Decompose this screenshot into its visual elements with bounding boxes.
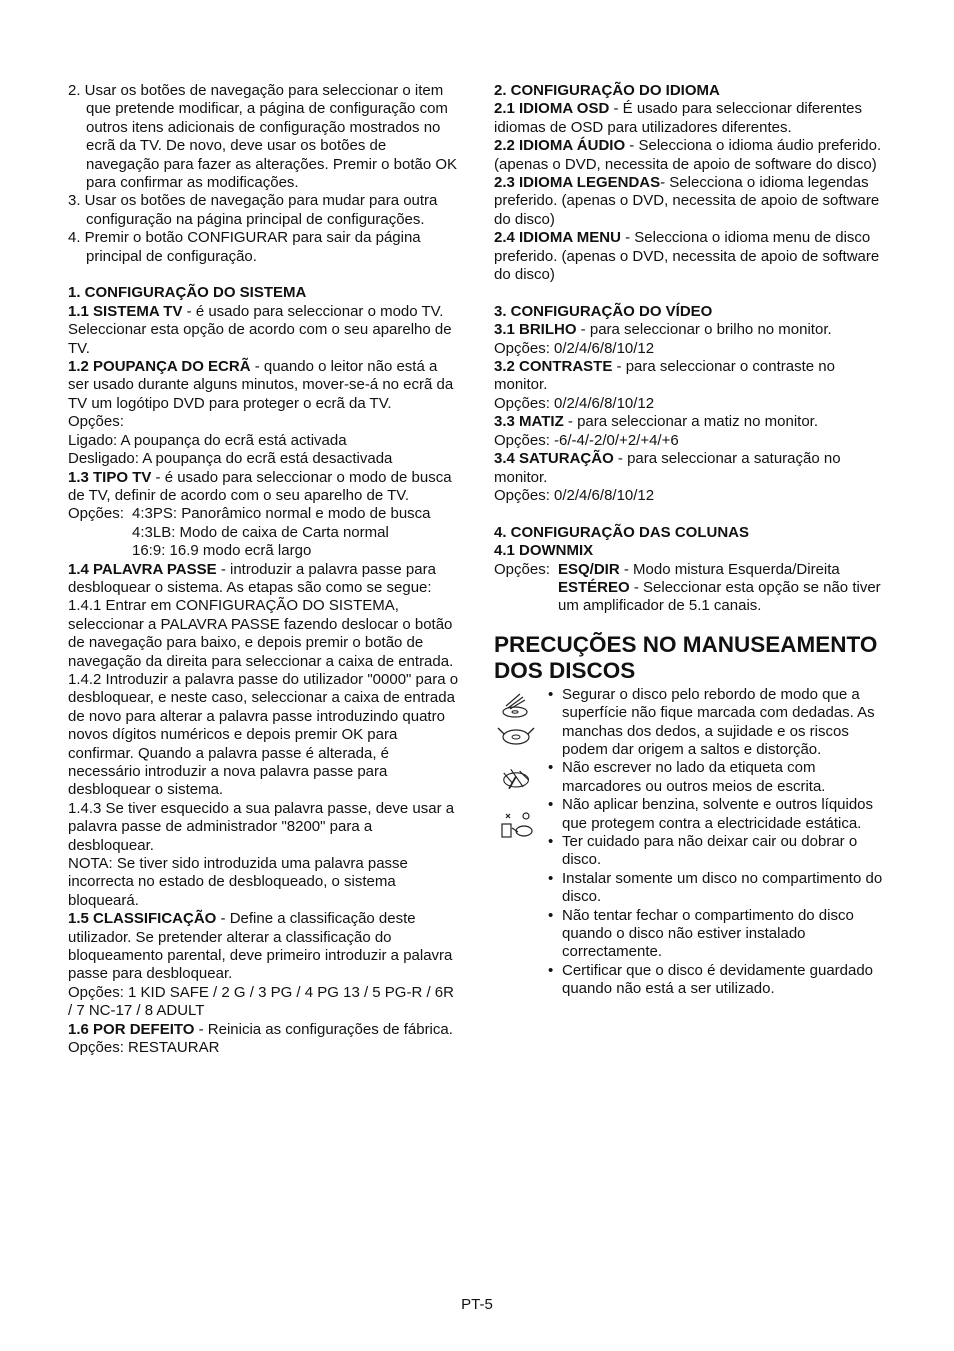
section-language-title: 2. CONFIGURAÇÃO DO IDIOMA — [494, 82, 720, 99]
contrast-options: Opções: 0/2/4/6/8/10/12 — [494, 394, 655, 412]
subtitle-language-para: 2.3 IDIOMA LEGENDAS- Selecciona o idioma legendas preferido. (apenas o DVD, necessita de apoio de software do disco) — [494, 174, 880, 228]
left-column — [68, 82, 460, 1058]
password-para: 1.4 PALAVRA PASSE - introduzir a palavra passe para desbloquear o sistema. As etapas são como se segue: — [68, 560, 436, 596]
password-step-1: 1.4.1 Entrar em CONFIGURAÇÃO DO SISTEMA, seleccionar a PALAVRA PASSE fazendo deslocar o botão de navegação para baixo, e depois premir o botão de navegação da direita para seleccionar a caixa de entrada. — [68, 597, 454, 670]
menu-language-para: 2.4 IDIOMA MENU - Selecciona o idioma menu de disco preferido. (apenas o DVD, necessita de apoio de software do disco) — [494, 229, 880, 284]
screensaver-on: Ligado: A poupança do ecrã está activada — [68, 431, 347, 449]
brightness-options: Opções: 0/2/4/6/8/10/12 — [494, 339, 655, 357]
system-tv-note: Seleccionar esta opção de acordo com o seu aparelho de TV. — [68, 321, 452, 357]
tv-type-option-3: 16:9: 16.9 modo ecrã largo — [132, 542, 312, 560]
brightness-para: 3.1 BRILHO - para seleccionar o brilho no monitor. — [494, 321, 832, 339]
downmix-option-2: ESTÉREO - Seleccionar esta opção se não tiver um amplificador de 5.1 canais. — [558, 578, 881, 615]
section-video-title: 3. CONFIGURAÇÃO DO VÍDEO — [494, 302, 713, 320]
disc-care-title: PRECUÇÕES NO MANUSEAMENTO DOS DISCOS — [494, 631, 878, 683]
screensaver-options: Opções: — [68, 413, 124, 431]
tv-type-option-1: Opções: 4:3PS: Panorâmico normal e modo de busca — [68, 505, 431, 523]
care-item-3: • Não aplicar benzina, solvente e outros líquidos que protegem contra a electricidade estática. — [494, 796, 886, 833]
screensaver-para: 1.2 POUPANÇA DO ECRÃ - quando o leitor não está a ser usado durante alguns minutos, mover-se-á no ecrã da TV um logótipo DVD para proteger o ecrã da TV. — [68, 358, 454, 412]
hue-options: Opções: -6/-4/-2/0/+2/+4/+6 — [494, 431, 679, 449]
care-item-1: • Segurar o disco pelo rebordo de modo que a superfície não fique marcada com dedadas. As manchas dos dedos, a sujidade e os riscos podem dar origem a saltos e distorção. — [494, 686, 886, 760]
section-system-title: 1. CONFIGURAÇÃO DO SISTEMA — [68, 284, 307, 302]
password-note: NOTA: Se tiver sido introduzida uma palavra passe incorrecta no estado de desbloqueado, o sistema bloqueará. — [68, 855, 408, 909]
audio-language-para: 2.2 IDIOMA ÁUDIO - Selecciona o idioma áudio preferido. (apenas o DVD, necessita de apoio de software do disco) — [494, 137, 882, 173]
contrast-para: 3.2 CONTRASTE - para seleccionar o contraste no monitor. — [494, 358, 835, 394]
care-item-4: • Ter cuidado para não deixar cair ou dobrar o disco. — [494, 833, 886, 870]
rating-para: 1.5 CLASSIFICAÇÃO - Define a classificação deste utilizador. Se pretender alterar a classificação do bloqueamento parental, deve primeiro introduzir a palavra passe para desbloquear. — [68, 910, 453, 983]
default-options: Opções: RESTAURAR — [68, 1039, 220, 1057]
rating-options: Opções: 1 KID SAFE / 2 G / 3 PG / 4 PG 13 / 5 PG-R / 6R / 7 NC-17 / 8 ADULT — [68, 983, 454, 1020]
password-step-2: 1.4.2 Introduzir a palavra passe do utilizador "0000" para o desbloquear, e neste caso, seleccionar a caixa de entrada de novo para alterar a palavra passe introduzindo quatro novos dígitos numéricos e depois premir OK para confirmar. Quando a palavra passe é alterada, é necessário introduzir a nova palavra passe para desbloquear o sistema. — [68, 670, 459, 799]
care-item-6: • Não tentar fechar o compartimento do disco quando o disco não estiver instalado correctamente. — [494, 907, 886, 962]
osd-language-para: 2.1 IDIOMA OSD - É usado para seleccionar diferentes idiomas de OSD para utilizadores diferentes. — [494, 100, 862, 136]
password-step-3: 1.4.3 Se tiver esquecido a sua palavra passe, deve usar a palavra passe de administrador "8200" para a desbloquear. — [68, 799, 455, 854]
care-item-5: • Instalar somente um disco no compartimento do disco. — [494, 870, 886, 907]
tv-type-option-2: 4:3LB: Modo de caixa de Carta normal — [132, 523, 389, 541]
step-2: 2. Usar os botões de navegação para seleccionar o item que pretende modificar, a página de configuração com outros itens adicionais de configuração mostrados no ecrã da TV. De novo, deve usar os botões de navegação para fazer as alterações. Premir o botão OK para confirmar as modificações. — [68, 82, 458, 192]
saturation-options: Opções: 0/2/4/6/8/10/12 — [494, 486, 655, 504]
disc-care-list — [494, 686, 886, 999]
section-speakers-title: 4. CONFIGURAÇÃO DAS COLUNAS — [494, 523, 750, 541]
downmix-title: 4.1 DOWNMIX — [494, 542, 594, 560]
tv-type-para: 1.3 TIPO TV - é usado para seleccionar o modo de busca de TV, definir de acordo com o seu aparelho de TV. — [68, 468, 452, 504]
page-number: PT-5 — [461, 1296, 493, 1313]
system-tv-para: 1.1 SISTEMA TV - é usado para seleccionar o modo TV. — [68, 302, 444, 320]
downmix-option-1: Opções: ESQ/DIR - Modo mistura Esquerda/Direita — [494, 560, 840, 578]
right-column — [494, 82, 886, 999]
screensaver-off: Desligado: A poupança do ecrã está desactivada — [68, 450, 393, 468]
saturation-para: 3.4 SATURAÇÃO - para seleccionar a saturação no monitor. — [494, 450, 841, 486]
step-4: 4. Premir o botão CONFIGURAR para sair da página principal de configuração. — [68, 229, 421, 265]
default-para: 1.6 POR DEFEITO - Reinicia as configurações de fábrica. — [68, 1020, 453, 1038]
care-item-2: • Não escrever no lado da etiqueta com marcadores ou outros meios de escrita. — [494, 759, 886, 796]
hue-para: 3.3 MATIZ - para seleccionar a matiz no monitor. — [494, 413, 819, 431]
step-3: 3. Usar os botões de navegação para mudar para outra configuração na página principal de configurações. — [68, 192, 438, 228]
care-item-7: • Certificar que o disco é devidamente guardado quando não está a ser utilizado. — [494, 962, 886, 999]
